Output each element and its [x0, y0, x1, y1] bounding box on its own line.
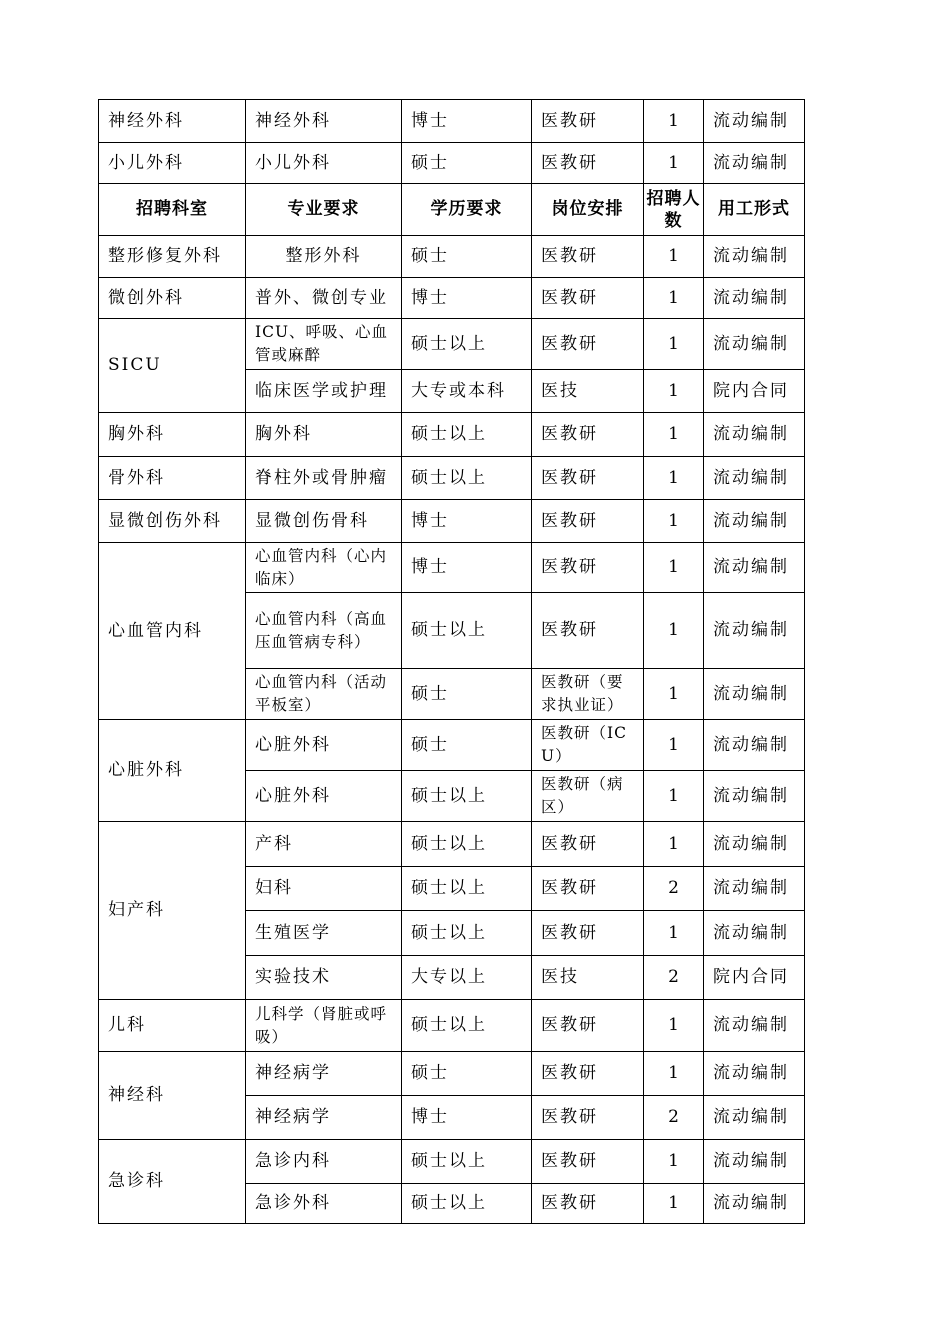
count-cell: 1 — [644, 1052, 704, 1096]
form-cell: 流动编制 — [704, 593, 805, 669]
major-cell: 产科 — [246, 822, 402, 867]
form-cell: 流动编制 — [704, 278, 805, 319]
major-cell: 显微创伤骨科 — [246, 500, 402, 543]
header-form: 用工形式 — [704, 184, 805, 236]
dept-cell: 妇产科 — [99, 822, 246, 1000]
form-cell: 流动编制 — [704, 457, 805, 500]
table-row — [99, 413, 805, 457]
post-cell: 医教研 — [532, 278, 644, 319]
table-row — [99, 319, 805, 370]
count-cell: 1 — [644, 669, 704, 720]
edu-cell: 硕士以上 — [402, 1140, 532, 1184]
dept-cell: 儿科 — [99, 1000, 246, 1052]
post-cell: 医教研 — [532, 1184, 644, 1224]
count-cell: 1 — [644, 1184, 704, 1224]
form-cell: 流动编制 — [704, 867, 805, 911]
dept-cell: 小儿外科 — [99, 143, 246, 184]
major-cell: 心血管内科（活动平板室） — [246, 669, 402, 720]
form-cell: 流动编制 — [704, 236, 805, 278]
table-row — [99, 1000, 805, 1052]
major-cell: 急诊外科 — [246, 1184, 402, 1224]
major-cell: 临床医学或护理 — [246, 370, 402, 413]
major-cell: 小儿外科 — [246, 143, 402, 184]
post-cell: 医教研 — [532, 1000, 644, 1052]
post-cell: 医教研 — [532, 1096, 644, 1140]
post-cell: 医教研 — [532, 593, 644, 669]
post-cell: 医教研 — [532, 1052, 644, 1096]
dept-cell: 微创外科 — [99, 278, 246, 319]
post-cell: 医教研 — [532, 1140, 644, 1184]
form-cell: 流动编制 — [704, 100, 805, 143]
major-cell: ICU、呼吸、心血管或麻醉 — [246, 319, 402, 370]
form-cell: 流动编制 — [704, 1096, 805, 1140]
edu-cell: 硕士以上 — [402, 593, 532, 669]
table-row — [99, 143, 805, 184]
count-cell: 2 — [644, 1096, 704, 1140]
major-cell: 心脏外科 — [246, 771, 402, 822]
major-cell: 儿科学（肾脏或呼吸） — [246, 1000, 402, 1052]
dept-cell: 显微创伤外科 — [99, 500, 246, 543]
edu-cell: 硕士以上 — [402, 457, 532, 500]
post-cell: 医教研 — [532, 143, 644, 184]
post-cell: 医教研 — [532, 100, 644, 143]
edu-cell: 硕士以上 — [402, 319, 532, 370]
form-cell: 流动编制 — [704, 1184, 805, 1224]
dept-cell: 心血管内科 — [99, 543, 246, 720]
header-dept: 招聘科室 — [99, 184, 246, 236]
table-row — [99, 543, 805, 593]
post-cell: 医教研（ICU） — [532, 720, 644, 771]
table-row — [99, 100, 805, 143]
count-cell: 1 — [644, 143, 704, 184]
post-cell: 医教研 — [532, 822, 644, 867]
edu-cell: 博士 — [402, 1096, 532, 1140]
form-cell: 流动编制 — [704, 720, 805, 771]
edu-cell: 博士 — [402, 500, 532, 543]
post-cell: 医教研（要求执业证） — [532, 669, 644, 720]
major-cell: 生殖医学 — [246, 911, 402, 956]
post-cell: 医教研 — [532, 319, 644, 370]
edu-cell: 博士 — [402, 543, 532, 593]
count-cell: 1 — [644, 100, 704, 143]
table-row — [99, 720, 805, 771]
table-row — [99, 822, 805, 867]
form-cell: 流动编制 — [704, 1052, 805, 1096]
post-cell: 医教研 — [532, 867, 644, 911]
table-row — [99, 278, 805, 319]
dept-cell: SICU — [99, 319, 246, 413]
edu-cell: 硕士以上 — [402, 771, 532, 822]
table-row — [99, 1140, 805, 1184]
edu-cell: 硕士以上 — [402, 1000, 532, 1052]
table-row — [99, 236, 805, 278]
edu-cell: 硕士以上 — [402, 1184, 532, 1224]
form-cell: 流动编制 — [704, 143, 805, 184]
major-cell: 心血管内科（心内临床） — [246, 543, 402, 593]
count-cell: 1 — [644, 771, 704, 822]
major-cell: 普外、微创专业 — [246, 278, 402, 319]
header-edu: 学历要求 — [402, 184, 532, 236]
major-cell: 妇科 — [246, 867, 402, 911]
edu-cell: 大专或本科 — [402, 370, 532, 413]
dept-cell: 神经外科 — [99, 100, 246, 143]
dept-cell: 心脏外科 — [99, 720, 246, 822]
count-cell: 1 — [644, 593, 704, 669]
header-post: 岗位安排 — [532, 184, 644, 236]
count-cell: 1 — [644, 457, 704, 500]
count-cell: 1 — [644, 236, 704, 278]
count-cell: 1 — [644, 543, 704, 593]
edu-cell: 大专以上 — [402, 956, 532, 1000]
edu-cell: 硕士以上 — [402, 822, 532, 867]
dept-cell: 急诊科 — [99, 1140, 246, 1224]
table-row — [99, 500, 805, 543]
major-cell: 整形外科 — [246, 236, 402, 278]
major-cell: 神经病学 — [246, 1052, 402, 1096]
form-cell: 流动编制 — [704, 911, 805, 956]
edu-cell: 硕士 — [402, 720, 532, 771]
table-row — [99, 1052, 805, 1096]
count-cell: 1 — [644, 500, 704, 543]
dept-cell: 骨外科 — [99, 457, 246, 500]
major-cell: 神经病学 — [246, 1096, 402, 1140]
edu-cell: 博士 — [402, 278, 532, 319]
edu-cell: 硕士以上 — [402, 867, 532, 911]
form-cell: 流动编制 — [704, 543, 805, 593]
major-cell: 急诊内科 — [246, 1140, 402, 1184]
form-cell: 流动编制 — [704, 822, 805, 867]
major-cell: 实验技术 — [246, 956, 402, 1000]
major-cell: 神经外科 — [246, 100, 402, 143]
recruitment-table — [98, 99, 805, 1224]
post-cell: 医教研 — [532, 543, 644, 593]
form-cell: 流动编制 — [704, 319, 805, 370]
count-cell: 1 — [644, 370, 704, 413]
post-cell: 医教研 — [532, 413, 644, 457]
edu-cell: 硕士以上 — [402, 413, 532, 457]
table-row — [99, 457, 805, 500]
dept-cell: 神经科 — [99, 1052, 246, 1140]
post-cell: 医教研 — [532, 500, 644, 543]
post-cell: 医教研 — [532, 457, 644, 500]
major-cell: 心血管内科（高血压血管病专科） — [246, 593, 402, 669]
post-cell: 医教研 — [532, 911, 644, 956]
major-cell: 胸外科 — [246, 413, 402, 457]
form-cell: 流动编制 — [704, 1000, 805, 1052]
count-cell: 1 — [644, 1140, 704, 1184]
post-cell: 医教研（病区） — [532, 771, 644, 822]
count-cell: 1 — [644, 278, 704, 319]
form-cell: 流动编制 — [704, 771, 805, 822]
count-cell: 1 — [644, 319, 704, 370]
form-cell: 院内合同 — [704, 956, 805, 1000]
dept-cell: 整形修复外科 — [99, 236, 246, 278]
form-cell: 流动编制 — [704, 413, 805, 457]
edu-cell: 博士 — [402, 100, 532, 143]
major-cell: 心脏外科 — [246, 720, 402, 771]
edu-cell: 硕士 — [402, 1052, 532, 1096]
count-cell: 1 — [644, 822, 704, 867]
form-cell: 院内合同 — [704, 370, 805, 413]
count-cell: 2 — [644, 867, 704, 911]
post-cell: 医教研 — [532, 236, 644, 278]
form-cell: 流动编制 — [704, 669, 805, 720]
count-cell: 1 — [644, 413, 704, 457]
count-cell: 2 — [644, 956, 704, 1000]
header-major: 专业要求 — [246, 184, 402, 236]
edu-cell: 硕士以上 — [402, 911, 532, 956]
count-cell: 1 — [644, 911, 704, 956]
count-cell: 1 — [644, 1000, 704, 1052]
post-cell: 医技 — [532, 370, 644, 413]
post-cell: 医技 — [532, 956, 644, 1000]
edu-cell: 硕士 — [402, 669, 532, 720]
header-row — [99, 184, 805, 236]
edu-cell: 硕士 — [402, 143, 532, 184]
header-count: 招聘人数 — [644, 184, 704, 236]
dept-cell: 胸外科 — [99, 413, 246, 457]
edu-cell: 硕士 — [402, 236, 532, 278]
form-cell: 流动编制 — [704, 1140, 805, 1184]
form-cell: 流动编制 — [704, 500, 805, 543]
major-cell: 脊柱外或骨肿瘤 — [246, 457, 402, 500]
count-cell: 1 — [644, 720, 704, 771]
